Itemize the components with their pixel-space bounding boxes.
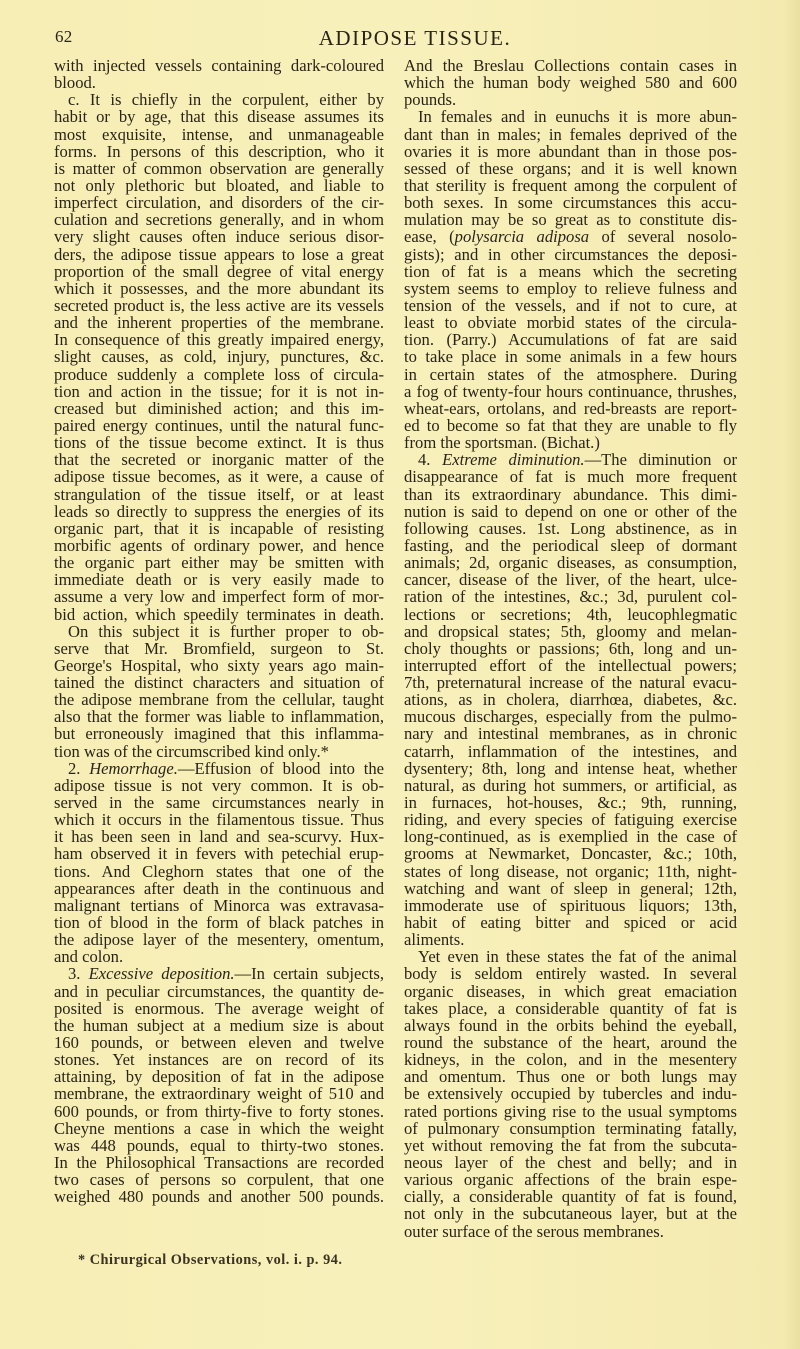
text-line: tion. (Parry.) Accumulations of fat are said xyxy=(404,330,737,350)
text-line: In consequence of this greatly impaired energy, xyxy=(54,330,384,350)
text-line: two cases of persons so corpulent, that one xyxy=(54,1170,384,1190)
text-line: very slight causes often induce serious disor- xyxy=(54,227,384,247)
text-line: creased but diminished action; and this im- xyxy=(54,398,384,418)
text-line: rated portions giving rise to the usual symptoms xyxy=(404,1101,737,1121)
text-line: most exquisite, intense, and unmanageable xyxy=(54,124,384,144)
text-line: nary and intestinal membranes, as in chronic xyxy=(404,724,737,744)
text-line: least to obviate morbid states of the circula- xyxy=(404,313,737,333)
text-line: round the substance of the heart, around the xyxy=(404,1033,737,1053)
text-line: blood. xyxy=(54,73,96,93)
text-line: wheat-ears, ortolans, and red-breasts are report- xyxy=(404,398,737,418)
text-line: outer surface of the serous membranes. xyxy=(404,1221,664,1241)
italic-heading: Hemorrhage. xyxy=(89,758,178,778)
text-line: forms. In persons of this description, who it xyxy=(54,141,384,161)
text-line: c. It is chiefly in the corpulent, either by xyxy=(68,90,384,110)
text-line: to take place in some animals in a few hours xyxy=(404,347,737,367)
text-line: riding, and every species of fatiguing exercise xyxy=(404,810,737,830)
footnote: * Chirurgical Observations, vol. i. p. 94. xyxy=(78,1252,343,1268)
text-line: attaining, by deposition of fat in the adipose xyxy=(54,1067,384,1087)
text-line: ease, (polysarcia adiposa of several nosolo- xyxy=(404,227,737,247)
text-line: ders, the adipose tissue appears to lose a great xyxy=(54,244,384,264)
page-number: 62 xyxy=(55,27,73,46)
text-line: tion of fat is a means which the secreting xyxy=(404,261,737,281)
text-line: On this subject it is further proper to ob- xyxy=(68,621,384,641)
text-line: 160 pounds, or between eleven and twelve xyxy=(54,1033,384,1053)
text-line: tions. And Cleghorn states that one of the xyxy=(54,861,384,881)
text-line: posited is enormous. The average weight of xyxy=(54,998,384,1018)
text-line: 2. Hemorrhage.—Effusion of blood into the xyxy=(68,758,385,778)
text-line: than its extraordinary abundance. This dimi- xyxy=(404,484,737,504)
text-line: membrane, the extraordinary weight of 510 and xyxy=(54,1084,384,1104)
text-line: 600 pounds, or from thirty-five to forty stones. xyxy=(54,1101,384,1121)
text-line: appearances after death in the continuous and xyxy=(54,878,384,898)
text-line: but erroneously imagined that this inflamma- xyxy=(54,724,384,744)
text-line: yet without removing the fat from the subcuta- xyxy=(404,1135,737,1155)
text-line: not only plethoric but bloated, and liable to xyxy=(54,175,384,195)
text-line: and in peculiar circumstances, the quantity de- xyxy=(54,981,384,1001)
text-line: the organic part either may be smitten with xyxy=(54,553,384,573)
text-line: the adipose layer of the mesentery, omentum, xyxy=(54,930,384,950)
text-line: kidneys, in the colon, and in the mesentery xyxy=(404,1050,737,1070)
text-line: 4. Extreme diminution.—The diminution or xyxy=(418,450,737,470)
text-line: was 448 pounds, equal to thirty-two stones. xyxy=(54,1135,384,1155)
text-line: is matter of common observation are generally xyxy=(54,158,384,178)
text-line: served in the same circumstances nearly in xyxy=(54,793,384,813)
italic-heading: Extreme diminution. xyxy=(442,450,585,470)
text-line: also that the former was liable to inflammation, xyxy=(54,707,384,727)
text-line: adipose tissue becomes, as it were, a cause of xyxy=(54,467,384,487)
text-line: dant than in males; in females deprived of the xyxy=(404,124,737,144)
text-line: adipose tissue is not very common. It is ob- xyxy=(54,775,384,795)
text-line: ed to become so fat that they are unable to fly xyxy=(404,415,737,435)
text-line: culation and secretions generally, and in whom xyxy=(54,210,384,230)
text-line: bid action, which speedily terminates in death. xyxy=(54,604,384,624)
text-line: 7th, preternatural increase of the natural evacu- xyxy=(404,673,737,693)
page-header xyxy=(55,27,775,49)
text-line: interrupted effort of the intellectual powers; xyxy=(404,655,737,675)
text-line: and the inherent properties of the membrane. xyxy=(54,313,384,333)
text-line: slight causes, as cold, injury, punctures, &c. xyxy=(54,347,384,367)
text-line: various organic affections of the brain espe- xyxy=(404,1170,737,1190)
running-head: ADIPOSE TISSUE. xyxy=(318,26,512,50)
text-line: aliments. xyxy=(404,930,465,950)
text-line: weighed 480 pounds and another 500 pounds. xyxy=(54,1187,384,1207)
text-line: secreted product is, the less active are its vessels xyxy=(54,295,384,315)
text-line: mucous discharges, especially from the pulmo- xyxy=(404,707,737,727)
text-line: which the human body weighed 580 and 600 xyxy=(404,73,737,93)
text-line: In females and in eunuchs it is more abun- xyxy=(418,107,737,127)
italic-heading: polysarcia adiposa xyxy=(454,227,590,247)
text-line: it has been seen in land and sea-scurvy. Hux- xyxy=(54,827,384,847)
text-line: following causes. 1st. Long abstinence, as in xyxy=(404,518,737,538)
text-line: disappearance of fat is much more frequent xyxy=(404,467,737,487)
text-line: that sterility is frequent among the corpulent of xyxy=(404,175,737,195)
text-line: which it possesses, and the more abundant its xyxy=(54,278,384,298)
text-line: ration of the intestines, &c.; 3d, purulent col- xyxy=(404,587,737,607)
right-text-column xyxy=(404,57,737,1240)
text-line: a fog of twenty-four hours continuance, thrushes, xyxy=(404,381,737,401)
text-line: produce suddenly a complete loss of circula- xyxy=(54,364,384,384)
text-line: sessed of these organs; and it is well known xyxy=(404,158,737,178)
text-line: George's Hospital, who sixty years ago main- xyxy=(54,655,384,675)
text-line: mulation may be so great as to constitute dis- xyxy=(404,210,737,230)
text-line: which it occurs in the filamentous tissue. Thus xyxy=(54,810,384,830)
text-line: proportion of the small degree of vital energy xyxy=(54,261,384,281)
text-line: lections or secretions; 4th, leucophlegmatic xyxy=(404,604,737,624)
text-line: of pulmonary consumption terminating fatally, xyxy=(404,1118,737,1138)
text-line: catarrh, inflammation of the intestines, and xyxy=(404,741,737,761)
text-line: assume a very low and imperfect form of mor- xyxy=(54,587,384,607)
text-line: animals; 2d, organic diseases, as consumption, xyxy=(404,553,737,573)
text-line: not only in the subcutaneous layer, but at the xyxy=(404,1204,737,1224)
text-line: dysentery; 8th, long and intense heat, whether xyxy=(404,758,737,778)
text-line: pounds. xyxy=(404,90,457,110)
text-line: immoderate use of spirituous liquors; 13th, xyxy=(404,895,737,915)
text-line: ovaries it is more abundant than in those pos- xyxy=(404,141,737,161)
text-line: 3. Excessive deposition.—In certain subjects, xyxy=(68,964,384,984)
text-line: morbific agents of ordinary power, and hence xyxy=(54,535,384,555)
text-line: the adipose membrane from the cellular, taught xyxy=(54,690,384,710)
text-line: organic diseases, in which great emaciation xyxy=(404,981,737,1001)
text-line: nution is said to depend on one or other of the xyxy=(404,501,737,521)
text-line: Yet even in these states the fat of the animal xyxy=(418,947,737,967)
text-line: tion and action in the tissue; for it is not in- xyxy=(54,381,384,401)
text-line: takes place, a considerable quantity of fat is xyxy=(404,998,737,1018)
text-line: grooms at Newmarket, Doncaster, &c.; 10th, xyxy=(404,844,737,864)
text-line: cancer, disease of the liver, of the heart, ulce- xyxy=(404,570,737,590)
text-line: gists); and in other circumstances the deposi- xyxy=(404,244,737,264)
text-line: body is seldom entirely wasted. In several xyxy=(404,964,737,984)
text-line: tions of the tissue become extinct. It is thus xyxy=(54,433,384,453)
text-line: And the Breslau Collections contain cases in xyxy=(404,56,737,75)
text-line: strangulation of the tissue itself, or at least xyxy=(54,484,384,504)
text-line: tion of blood in the form of black patches in xyxy=(54,913,384,933)
text-line: stones. Yet instances are on record of its xyxy=(54,1050,384,1070)
text-line: cially, a considerable quantity of fat is found, xyxy=(404,1187,737,1207)
text-line: habit or by age, that this disease assumes its xyxy=(54,107,384,127)
text-line: states of long disease, not organic; 11th, night- xyxy=(404,861,737,881)
text-line: watching and want of sleep in general; 12th, xyxy=(404,878,737,898)
text-line: fasting, and the periodical sleep of dormant xyxy=(404,535,737,555)
text-line: Cheyne mentions a case in which the weight xyxy=(54,1118,384,1138)
text-line: always found in the orbits behind the eyeball, xyxy=(404,1015,737,1035)
text-line: long-continued, as is exemplied in the case of xyxy=(404,827,737,847)
text-line: neous layer of the chest and belly; and in xyxy=(404,1153,737,1172)
text-line: immediate death or is very easily made to xyxy=(54,570,384,590)
left-text-column xyxy=(54,57,384,1205)
text-line: the human subject at a medium size is about xyxy=(54,1015,384,1035)
text-line: and colon. xyxy=(54,947,124,967)
text-line: in certain states of the atmosphere. During xyxy=(404,364,737,384)
text-line: habit of eating bitter and spiced or acid xyxy=(404,913,737,933)
text-line: that the secreted or inorganic matter of the xyxy=(54,450,384,470)
text-line: and omentum. Thus one or both lungs may xyxy=(404,1067,737,1087)
text-line: tion was of the circumscribed kind only.* xyxy=(54,741,329,761)
text-line: in furnaces, hot-houses, &c.; 9th, running, xyxy=(404,793,737,813)
text-line: tained the distinct characters and situation of xyxy=(54,673,384,693)
text-line: serve that Mr. Bromfield, surgeon to St. xyxy=(54,638,384,658)
text-line: choly thoughts or passions; 6th, long and un- xyxy=(404,638,737,658)
page-edge-shadow xyxy=(782,0,800,1349)
text-line: and dropsical states; 5th, gloomy and melan- xyxy=(404,621,737,641)
text-line: from the sportsman. (Bichat.) xyxy=(404,433,600,453)
text-line: malignant tertians of Minorca was extravasa- xyxy=(54,895,384,915)
text-line: ations, as in cholera, diarrhœa, diabetes, &c. xyxy=(404,690,737,710)
text-line: both sexes. In some circumstances this accu- xyxy=(404,193,737,213)
text-line: tension of the vessels, and if not to cure, at xyxy=(404,295,737,315)
text-line: paired energy continues, until the natural func- xyxy=(54,415,384,435)
text-line: leads so directly to suppress the energies of its xyxy=(54,501,384,521)
text-line: natural, as during hot summers, or artificial, as xyxy=(404,775,737,795)
text-line: organic part, that it is incapable of resisting xyxy=(54,518,384,538)
text-line: In the Philosophical Transactions are recorded xyxy=(54,1153,384,1172)
text-line: be extensively occupied by tubercles and indu- xyxy=(404,1084,737,1104)
italic-heading: Excessive deposition. xyxy=(88,964,235,984)
text-line: system seems to employ to relieve fulness and xyxy=(404,278,737,298)
text-line: with injected vessels containing dark-coloured xyxy=(54,56,384,75)
text-line: ham observed it in fevers with petechial erup- xyxy=(54,844,384,864)
text-line: imperfect circulation, and disorders of the cir- xyxy=(54,193,384,213)
